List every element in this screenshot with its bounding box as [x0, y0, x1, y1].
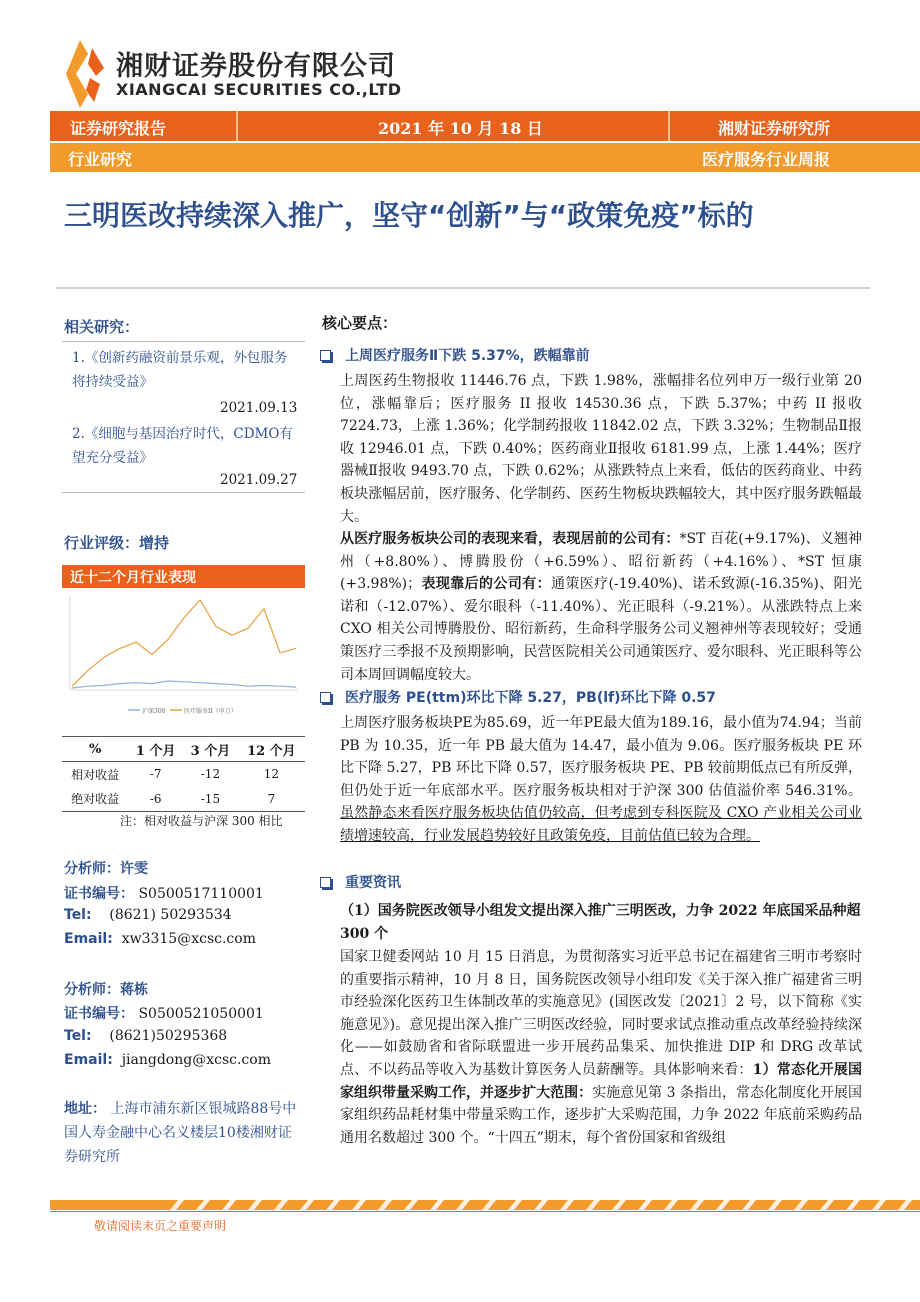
analyst-tel: Tel: (8621)50295368 [64, 1028, 228, 1044]
section2-paragraph: 上周医疗服务板块PE为85.69，近一年PE最大值为189.16，最小值为74.94；当前 PB 为 10.35，近一年 PB 最大值为 14.47，最小值为 9.06。医疗服务板块 PE 环比下降 5.27，PB 环比下降 0.57，医疗服务板块 PE、PB 较前期低点已有所反弹，但仍处于近一年底部水平。医疗服务板块相对于沪深 300 估值溢价率 546.31%。虽然静态来看医疗服务板块估值仍较高，但考虑到专科医院及 CXO 产业相关公司业绩增速较高，行业发展趋势较好且政策免疫，目前估值已较为合理。 [340, 715, 862, 844]
table-cell: -12 [200, 767, 221, 782]
table-cell: 7 [238, 787, 305, 812]
table-header: 1 个月 [128, 737, 183, 762]
analyst-name: 蒋栋 [120, 982, 148, 998]
footer-stripe [50, 1200, 920, 1210]
company-name-cn: 湘财证券股份有限公司 [116, 51, 396, 82]
analyst-name: 许雯 [120, 861, 148, 877]
related-item-date: 2021.09.13 [220, 400, 298, 416]
legend-label-medical: 医疗服务II（申万） [184, 708, 237, 715]
table-cell: -15 [183, 787, 238, 812]
analyst-line: 分析师：蒋栋 [64, 982, 148, 998]
related-item-date: 2021.09.27 [220, 472, 298, 488]
performance-chart-svg [62, 592, 305, 722]
table-note: 注：相对收益与沪深 300 相比 [120, 814, 283, 828]
report-type: 证券研究报告 [70, 119, 167, 138]
returns-table [62, 736, 305, 812]
band-separator [668, 111, 670, 141]
analyst-email[interactable]: Email: xw3315@xcsc.com [64, 931, 256, 947]
table-cell: 相对收益 [71, 767, 120, 782]
table-row [62, 787, 305, 812]
table-header: 3 个月 [183, 737, 238, 762]
report-series: 医疗服务行业周报 [702, 150, 831, 169]
analyst-email[interactable]: Email: jiangdong@xcsc.com [64, 1052, 271, 1068]
performance-chart [62, 592, 305, 722]
series-line-1 [72, 600, 296, 686]
page-title: 三明医改持续深入推广，坚守“创新”与“政策免疫”标的 [64, 199, 754, 232]
address: 地址： 上海市浦东新区银城路88号中国人寿金融中心名义楼层10楼湘财证券研究所 [64, 1101, 297, 1165]
company-logo-icon [66, 40, 106, 108]
series-line-0 [72, 681, 296, 688]
table-cell: -6 [128, 787, 183, 812]
checkbox-bullet-icon [320, 350, 331, 361]
news-paragraph: 国家卫健委网站 10 月 15 日消息，为贯彻落实习近平总书记在福建省三明市考察时的重要指示精神，10 月 8 日，国务院医改领导小组印发《关于深入推广福建省三明市经验深化医药卫生体制改革的实施意见》(国医改发〔2021〕2 号，以下简称《实施意见》)。意见提出深入推广三明医改经验，同时要求试点推动重点改革经验持续深化——如鼓励省和省际联盟进一步开展药品集采、加快推进 DIP 和 DRG 改革试点、不以药品等收入为基数计算医务人员薪酬等。具体影响来看：1）常态化开展国家组织带量采购工作，并逐步扩大范围：实施意见第 3 条指出，常态化制度化开展国家组织药品耗材集中带量采购工作，逐步扩大采购范围，力争 2022 年底前采购药品通用名数超过 300 个。“十四五”期末，每个省份国家和省级组 [340, 949, 863, 1146]
report-date: 2021 年 10 月 18 日 [378, 119, 543, 138]
checkbox-bullet-icon [320, 692, 331, 703]
table-cell: 12 [263, 767, 280, 782]
table-row [62, 762, 305, 787]
table-cell: 绝对收益 [62, 787, 128, 812]
table-header: 12 个月 [238, 737, 305, 762]
section-heading: 医疗服务 PE(ttm)环比下降 5.27，PB(lf)环比下降 0.57 [320, 687, 716, 707]
company-name-en: XIANGCAI SECURITIES CO.,LTD [116, 80, 402, 99]
section1-paragraph2: 从医疗服务板块公司的表现来看，表现居前的公司有：*ST 百花(+9.17%)、义翘神州（+8.80%）、博腾股份（+6.59%）、昭衍新药（+4.16%）、*ST 恒康(+3.98%)；表现靠后的公司有：通策医疗(-19.40%)、诺禾致源(-16.35%)、阳光诺和（-12.07%）、爱尔眼科（-11.40%）、光正眼科（-9.21%）。从涨跌特点上来 CXO 相关公司博腾股份、昭衍新药，生命科学服务公司义翘神州等表现较好；受通策医疗三季报不及预期影响，民营医院相关公司通策医疗、爱尔眼科、光正眼科等公司本周回调幅度较大。 [340, 531, 863, 683]
analyst-line: 分析师：许雯 [64, 861, 148, 877]
news-title: （1）国务院医改领导小组发文提出深入推广三明医改，力争 2022 年底国采品种超 300 个 [340, 903, 861, 942]
table-header: % [62, 737, 128, 762]
section-heading: 上周医疗服务Ⅱ下跌 5.37%，跌幅靠前 [320, 345, 590, 365]
industry-rating: 行业评级：增持 [64, 534, 170, 552]
related-item[interactable]: 1.《创新药融资前景乐观，外包服务将持续受益》 [72, 350, 288, 390]
legend-label-hs300: 沪深300 [142, 708, 166, 715]
disclaimer-notice[interactable]: 敬请阅读末页之重要声明 [94, 1219, 227, 1233]
performance-title-bar [62, 565, 305, 588]
checkbox-bullet-icon [320, 877, 331, 888]
related-research-heading: 相关研究： [64, 318, 140, 336]
institute-name: 湘财证券研究所 [718, 119, 831, 138]
analyst-cert: 证书编号： S0500517110001 [64, 886, 264, 902]
analyst-cert: 证书编号： S0500521050001 [64, 1006, 264, 1022]
related-item[interactable]: 2.《细胞与基因治疗时代，CDMO有望充分受益》 [72, 426, 293, 466]
core-points-heading: 核心要点： [322, 314, 398, 332]
title-divider [56, 287, 870, 289]
footer-divider [50, 1211, 920, 1212]
report-category: 行业研究 [68, 150, 133, 169]
performance-title: 近十二个月行业表现 [70, 570, 196, 586]
section-heading: 重要资讯 [320, 872, 401, 892]
section1-paragraph: 上周医药生物报收 11446.76 点，下跌 1.98%，涨幅排名位列申万一级行业第 20 位，涨幅靠后；医疗服务 II 报收 14530.36 点，下跌 5.37%；中药 II 报收 7224.73，上涨 1.36%；化学制药报收 11842.02 点，下跌 3.32%；生物制品Ⅱ报收 12946.01 点，下跌 0.40%；医药商业Ⅱ报收 6181.99 点，上涨 1.44%；医疗器械Ⅱ报收 9493.70 点，下跌 0.62%；从涨跌特点上来看，低估的医药商业、中药板块涨幅居前，医疗服务、化学制药、医药生物板块跌幅较大，其中医疗服务跌幅最大。 [340, 373, 862, 525]
band-separator [236, 111, 238, 141]
table-cell: -7 [149, 767, 162, 782]
analyst-tel: Tel: (8621) 50293534 [64, 907, 232, 923]
